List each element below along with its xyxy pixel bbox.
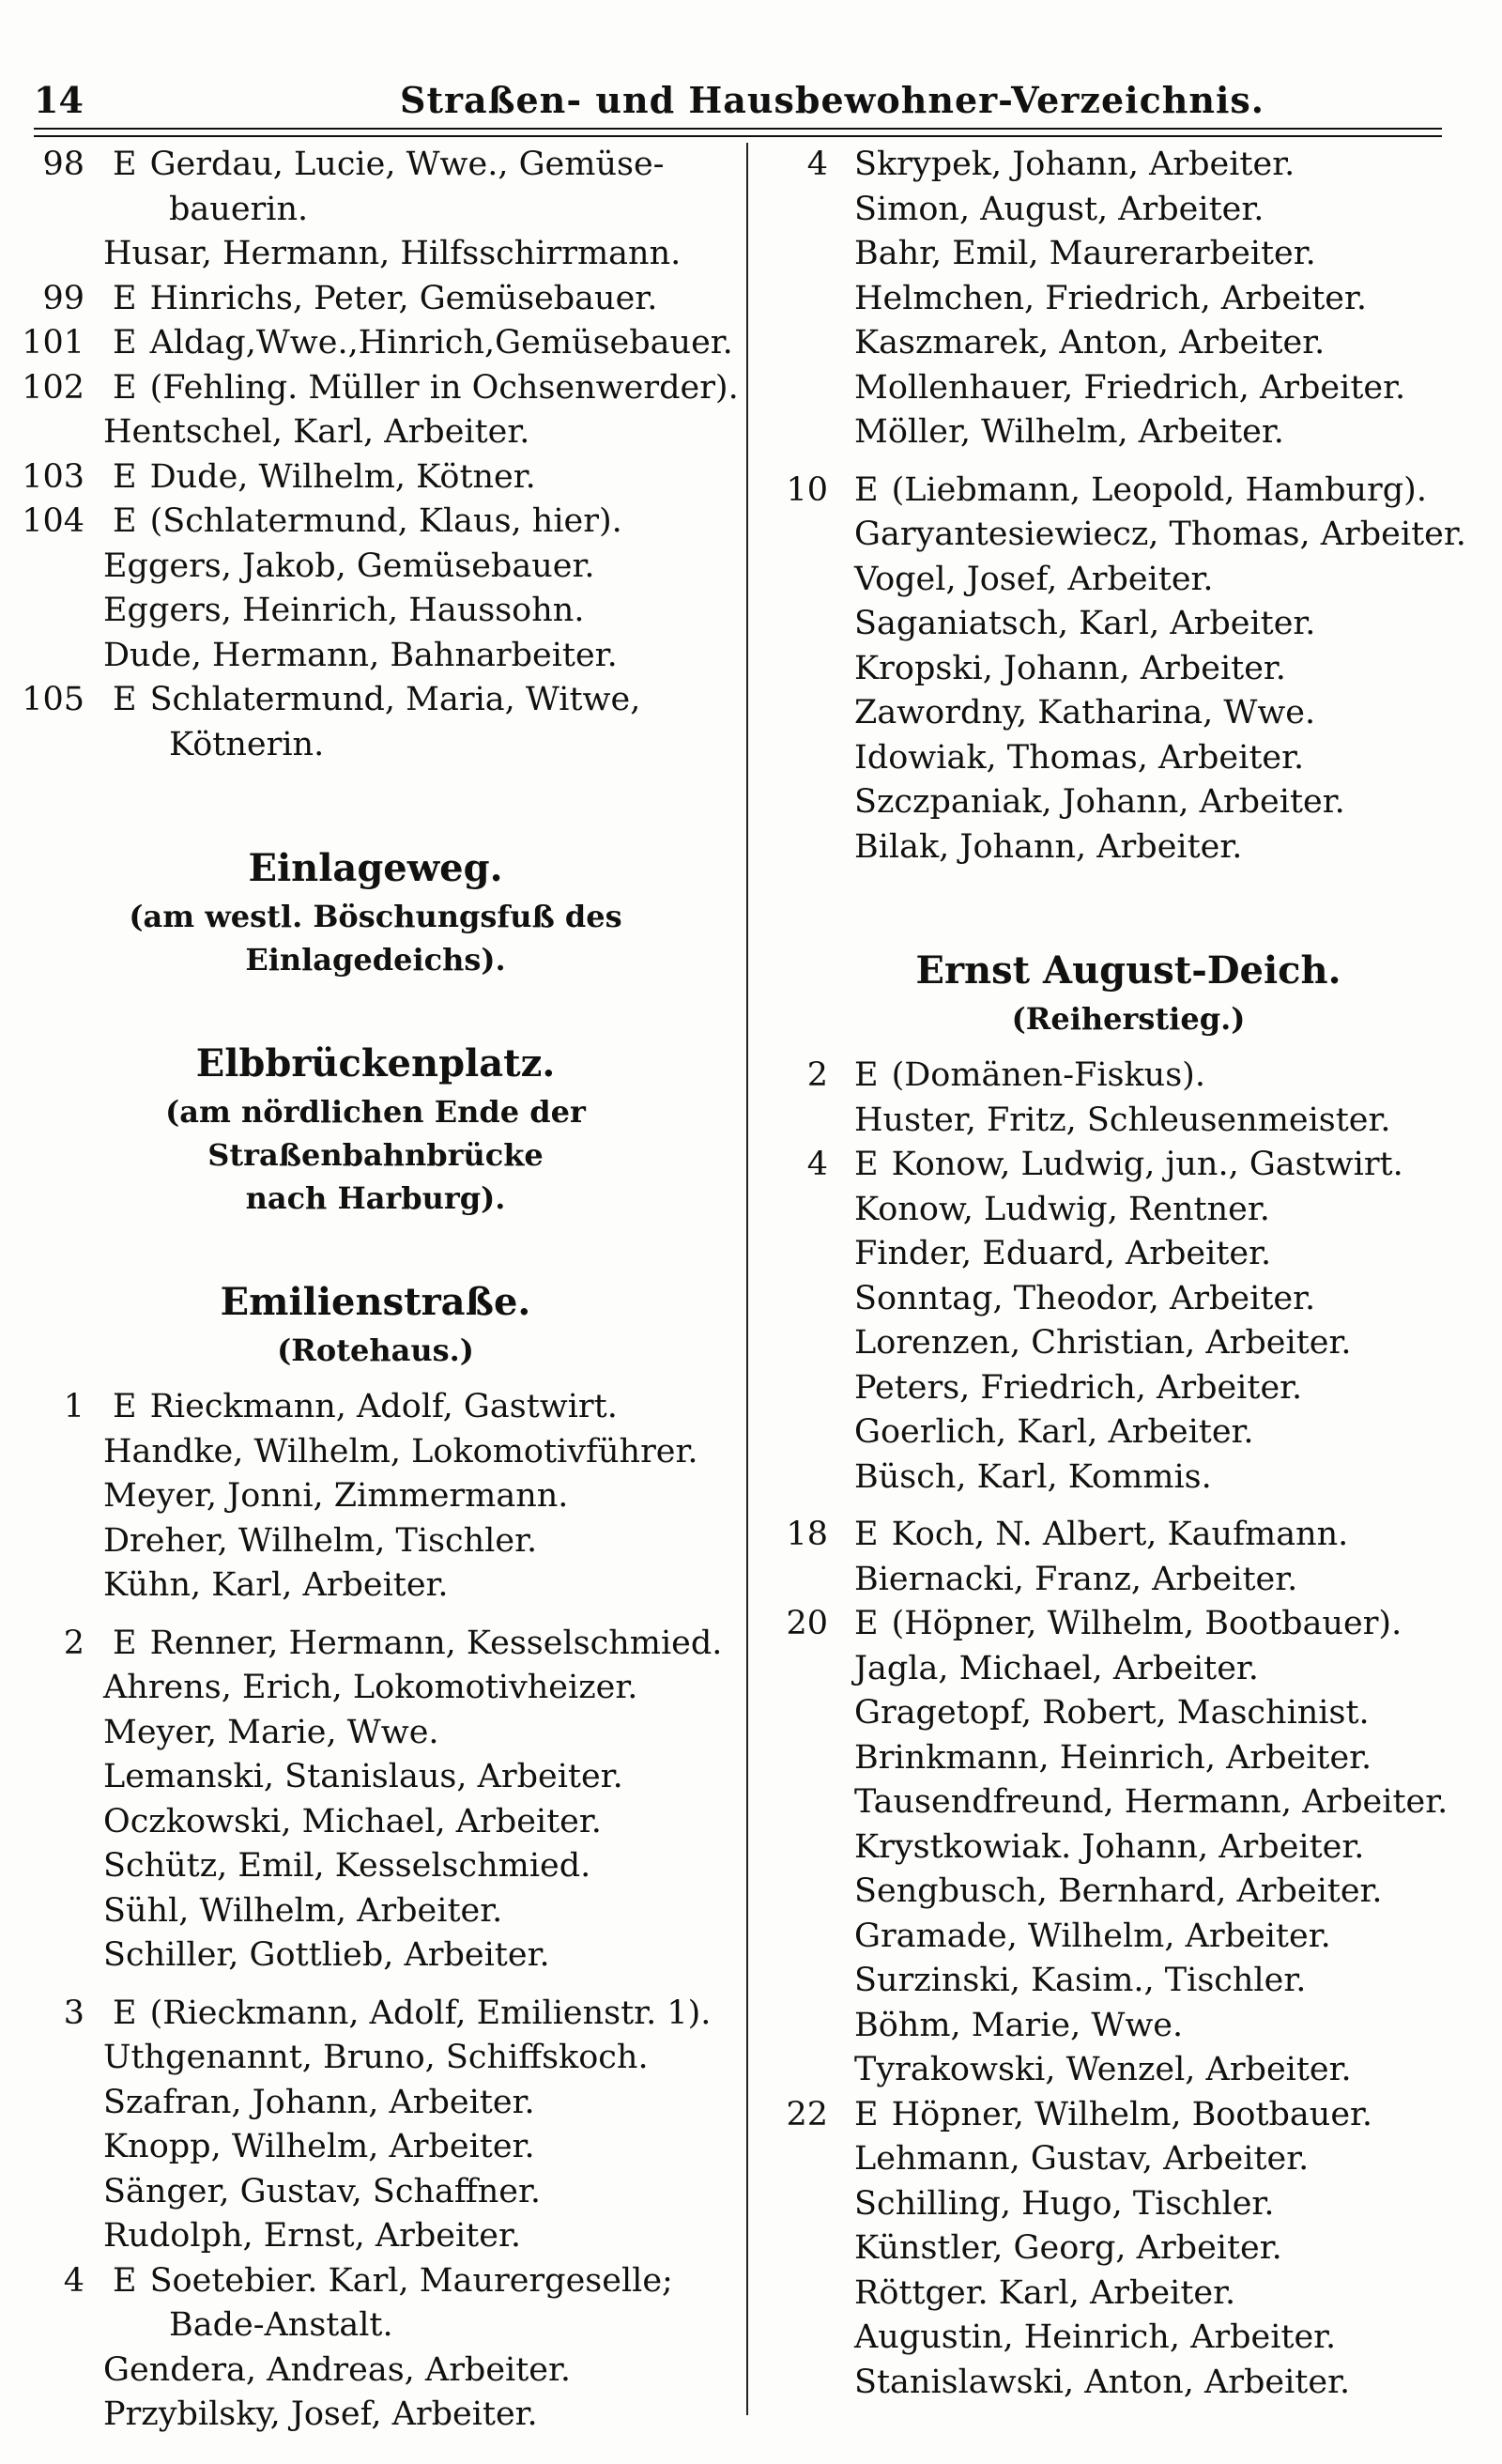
resident-line: Mollenhauer, Friedrich, Arbeiter. (854, 368, 1406, 407)
resident-line: Dude, Hermann, Bahnarbeiter. (103, 636, 618, 674)
resident-line: Eggers, Jakob, Gemüsebauer. (103, 547, 595, 585)
resident-line: Vogel, Josef, Arbeiter. (854, 560, 1214, 598)
resident-line: Schiller, Gottlieb, Arbeiter. (103, 1936, 550, 1974)
resident-line: Uthgenannt, Bruno, Schiffskoch. (103, 2039, 649, 2076)
resident-line: Finder, Eduard, Arbeiter. (854, 1235, 1272, 1272)
owner-marker: E (113, 368, 137, 407)
house-number: 3 (63, 1994, 84, 2032)
street-location-note: (Rotehaus.) (277, 1332, 474, 1368)
owner-marker: E (854, 1516, 879, 1553)
resident-line: Büsch, Karl, Kommis. (854, 1457, 1212, 1496)
street-location-note: (am westl. Böschungsfuß des Einlagedeichs). (129, 899, 622, 978)
house-entry (19, 321, 732, 366)
spacer (19, 1609, 732, 1622)
resident-line: Meyer, Jonni, Zimmermann. (103, 1477, 569, 1515)
house-number: 1 (63, 1388, 84, 1425)
resident-line: Röttger. Karl, Arbeiter. (854, 2273, 1236, 2312)
entry-continuation: Bade-Anstalt. (169, 2306, 393, 2344)
street-heading: Emilienstraße. (220, 1280, 531, 1324)
resident-line: Lorenzen, Christian, Arbeiter. (854, 1324, 1352, 1362)
house-number: 98 (42, 146, 84, 183)
resident-text: Soetebier. Karl, Maurergeselle; (149, 2261, 673, 2300)
left-column (19, 143, 739, 2438)
house-entry (19, 678, 732, 723)
owner-marker: E (113, 1624, 137, 1662)
resident-text: Aldag,Wwe.,Hinrich,Gemüsebauer. (149, 324, 733, 362)
resident-text: Koch, N. Albert, Kaufmann. (891, 1516, 1349, 1553)
resident-text: (Liebmann, Leopold, Hamburg). (891, 470, 1427, 509)
house-number: 22 (786, 2095, 828, 2133)
entry-continuation: Kötnerin. (169, 725, 325, 763)
house-number: 18 (786, 1516, 828, 1553)
owner-marker: E (113, 681, 137, 718)
house-number: 101 (22, 324, 84, 362)
spacer (772, 870, 1485, 945)
house-number: 99 (42, 279, 84, 317)
spacer (19, 981, 732, 1038)
house-entry (772, 1054, 1485, 1099)
owner-marker: E (854, 1146, 879, 1183)
spacer (19, 1979, 732, 1992)
resident-line: Bilak, Johann, Arbeiter. (854, 827, 1243, 866)
owner-marker: E (854, 470, 879, 509)
resident-line: Saganiatsch, Karl, Arbeiter. (854, 605, 1316, 642)
resident-line: Stanislawski, Anton, Arbeiter. (854, 2363, 1351, 2401)
header-rule-bottom (34, 135, 1442, 137)
house-entry (19, 143, 732, 188)
resident-text: (Domänen-Fiskus). (891, 1056, 1205, 1094)
resident-line: Gragetopf, Robert, Maschinist. (854, 1694, 1370, 1732)
resident-line: Helmchen, Friedrich, Arbeiter. (854, 279, 1368, 317)
resident-text: (Schlatermund, Klaus, hier). (149, 502, 622, 540)
resident-text: Skrypek, Johann, Arbeiter. (854, 146, 1295, 183)
right-column (772, 143, 1485, 2405)
resident-line: Hentschel, Karl, Arbeiter. (103, 413, 530, 451)
owner-marker: E (113, 279, 137, 317)
house-entry (772, 1602, 1485, 1647)
house-entry (772, 1513, 1485, 1558)
resident-line: Augustin, Heinrich, Arbeiter. (854, 2318, 1337, 2356)
resident-line: Szafran, Johann, Arbeiter. (103, 2083, 535, 2121)
resident-text: Höpner, Wilhelm, Bootbauer. (891, 2095, 1373, 2133)
resident-text: (Höpner, Wilhelm, Bootbauer). (891, 1605, 1402, 1642)
owner-marker: E (854, 2095, 879, 2133)
resident-line: Gendera, Andreas, Arbeiter. (103, 2350, 572, 2389)
spacer (772, 1500, 1485, 1513)
resident-line: Huster, Fritz, Schleusenmeister. (854, 1101, 1391, 1139)
spacer (772, 455, 1485, 469)
house-entry (19, 1992, 732, 2037)
resident-line: Schilling, Hugo, Tischler. (854, 2184, 1275, 2223)
owner-marker: E (113, 146, 137, 183)
resident-line: Peters, Friedrich, Arbeiter. (854, 1368, 1303, 1407)
resident-line: Lemanski, Stanislaus, Arbeiter. (103, 1758, 623, 1795)
resident-line: Knopp, Wilhelm, Arbeiter. (103, 2128, 535, 2165)
resident-line: Gramade, Wilhelm, Arbeiter. (854, 1917, 1331, 1955)
resident-line: Krystkowiak. Johann, Arbeiter. (854, 1827, 1365, 1866)
owner-marker: E (854, 1605, 879, 1642)
resident-line: Sühl, Wilhelm, Arbeiter. (103, 1891, 503, 1930)
house-entry (772, 469, 1485, 514)
resident-line: Szczpaniak, Johann, Arbeiter. (854, 783, 1345, 821)
resident-line: Surzinski, Kasim., Tischler. (854, 1962, 1307, 1999)
resident-text: Dude, Wilhelm, Kötner. (149, 457, 536, 496)
house-number: 2 (806, 1056, 828, 1094)
owner-marker: E (113, 324, 137, 362)
resident-line: Lehmann, Gustav, Arbeiter. (854, 2140, 1310, 2178)
resident-line: Eggers, Heinrich, Haussohn. (103, 592, 585, 629)
page-number: 14 (34, 79, 84, 121)
resident-line: Kropski, Johann, Arbeiter. (854, 649, 1286, 687)
resident-text: (Rieckmann, Adolf, Emilienstr. 1). (149, 1994, 712, 2032)
resident-text: Renner, Hermann, Kesselschmied. (149, 1624, 723, 1662)
resident-text: (Fehling. Müller in Ochsenwerder). (149, 368, 739, 407)
house-entry (19, 455, 732, 500)
house-number: 10 (786, 470, 828, 509)
running-title: Straßen- und Hausbewohner-Verzeichnis. (400, 79, 1265, 121)
resident-line: Oczkowski, Michael, Arbeiter. (103, 1802, 602, 1840)
spacer (772, 1040, 1485, 1054)
resident-line: Zawordny, Katharina, Wwe. (854, 694, 1316, 732)
column-divider (746, 143, 748, 2415)
owner-marker: E (113, 1994, 137, 2032)
entry-continuation: bauerin. (169, 190, 309, 228)
resident-line: Künstler, Georg, Arbeiter. (854, 2229, 1282, 2267)
resident-line: Sengbusch, Bernhard, Arbeiter. (854, 1872, 1383, 1910)
resident-line: Möller, Wilhelm, Arbeiter. (854, 413, 1284, 451)
house-number: 20 (786, 1605, 828, 1642)
house-entry (772, 1143, 1485, 1188)
resident-line: Konow, Ludwig, Rentner. (854, 1190, 1270, 1228)
street-heading: Elbbrückenplatz. (195, 1041, 556, 1086)
resident-text: Rieckmann, Adolf, Gastwirt. (149, 1388, 618, 1425)
house-number: 104 (22, 502, 84, 540)
resident-line: Brinkmann, Heinrich, Arbeiter. (854, 1738, 1372, 1777)
resident-text: Gerdau, Lucie, Wwe., Gemüse- (149, 146, 665, 183)
resident-line: Tyrakowski, Wenzel, Arbeiter. (854, 2051, 1352, 2088)
resident-line: Meyer, Marie, Wwe. (103, 1713, 439, 1751)
resident-text: Schlatermund, Maria, Witwe, (149, 681, 641, 718)
resident-line: Idowiak, Thomas, Arbeiter. (854, 738, 1305, 777)
street-location-note: nach Harburg). (245, 1180, 506, 1216)
resident-line: Sänger, Gustav, Schaffner. (103, 2172, 542, 2210)
spacer (19, 767, 732, 842)
house-number: 2 (63, 1624, 84, 1662)
resident-line: Kaszmarek, Anton, Arbeiter. (854, 324, 1326, 362)
page-header (34, 66, 1464, 122)
house-number: 103 (22, 457, 84, 496)
house-number: 102 (22, 368, 84, 407)
house-entry (19, 1622, 732, 1667)
resident-line: Rudolph, Ernst, Arbeiter. (103, 2217, 521, 2255)
spacer (19, 1220, 732, 1276)
street-location-note: (Reiherstieg.) (1011, 1001, 1246, 1037)
house-number: 4 (63, 2261, 84, 2300)
resident-line: Bahr, Emil, Maurerarbeiter. (854, 235, 1316, 272)
resident-line: Tausendfreund, Hermann, Arbeiter. (854, 1783, 1448, 1821)
street-heading: Einlageweg. (248, 846, 503, 890)
resident-line: Garyantesiewiecz, Thomas, Arbeiter. (854, 516, 1466, 553)
resident-line: Simon, August, Arbeiter. (854, 190, 1264, 228)
header-rule-top (34, 128, 1442, 130)
house-entry (19, 277, 732, 322)
house-entry (772, 143, 1485, 188)
owner-marker: E (113, 2261, 137, 2300)
house-entry (772, 2093, 1485, 2138)
street-location-note: (am nördlichen Ende der Straßenbahnbrücke (165, 1094, 586, 1173)
resident-line: Husar, Hermann, Hilfsschirrmann. (103, 235, 682, 272)
house-entry (19, 1385, 732, 1430)
resident-line: Böhm, Marie, Wwe. (854, 2006, 1184, 2044)
owner-marker: E (113, 457, 137, 496)
owner-marker: E (113, 1388, 137, 1425)
resident-line: Sonntag, Theodor, Arbeiter. (854, 1279, 1316, 1317)
owner-marker: E (854, 1056, 879, 1094)
house-entry (19, 500, 732, 545)
resident-line: Handke, Wilhelm, Lokomotivführer. (103, 1432, 698, 1471)
resident-line: Jagla, Michael, Arbeiter. (854, 1649, 1259, 1687)
resident-line: Dreher, Wilhelm, Tischler. (103, 1521, 538, 1560)
resident-line: Przybilsky, Josef, Arbeiter. (103, 2395, 538, 2433)
resident-line: Biernacki, Franz, Arbeiter. (854, 1560, 1298, 1598)
resident-text: Hinrichs, Peter, Gemüsebauer. (149, 279, 658, 317)
resident-text: Konow, Ludwig, jun., Gastwirt. (891, 1146, 1403, 1183)
resident-line: Ahrens, Erich, Lokomotivheizer. (103, 1669, 638, 1706)
house-entry (19, 2259, 732, 2304)
house-number: 105 (22, 681, 84, 718)
resident-line: Schütz, Emil, Kesselschmied. (103, 1847, 591, 1885)
street-heading: Ernst August-Deich. (915, 948, 1341, 993)
spacer (19, 1372, 732, 1385)
house-entry (19, 366, 739, 411)
house-number: 4 (806, 146, 828, 183)
resident-line: Kühn, Karl, Arbeiter. (103, 1566, 449, 1604)
owner-marker: E (113, 502, 137, 540)
house-number: 4 (806, 1146, 828, 1183)
resident-line: Goerlich, Karl, Arbeiter. (854, 1413, 1254, 1451)
